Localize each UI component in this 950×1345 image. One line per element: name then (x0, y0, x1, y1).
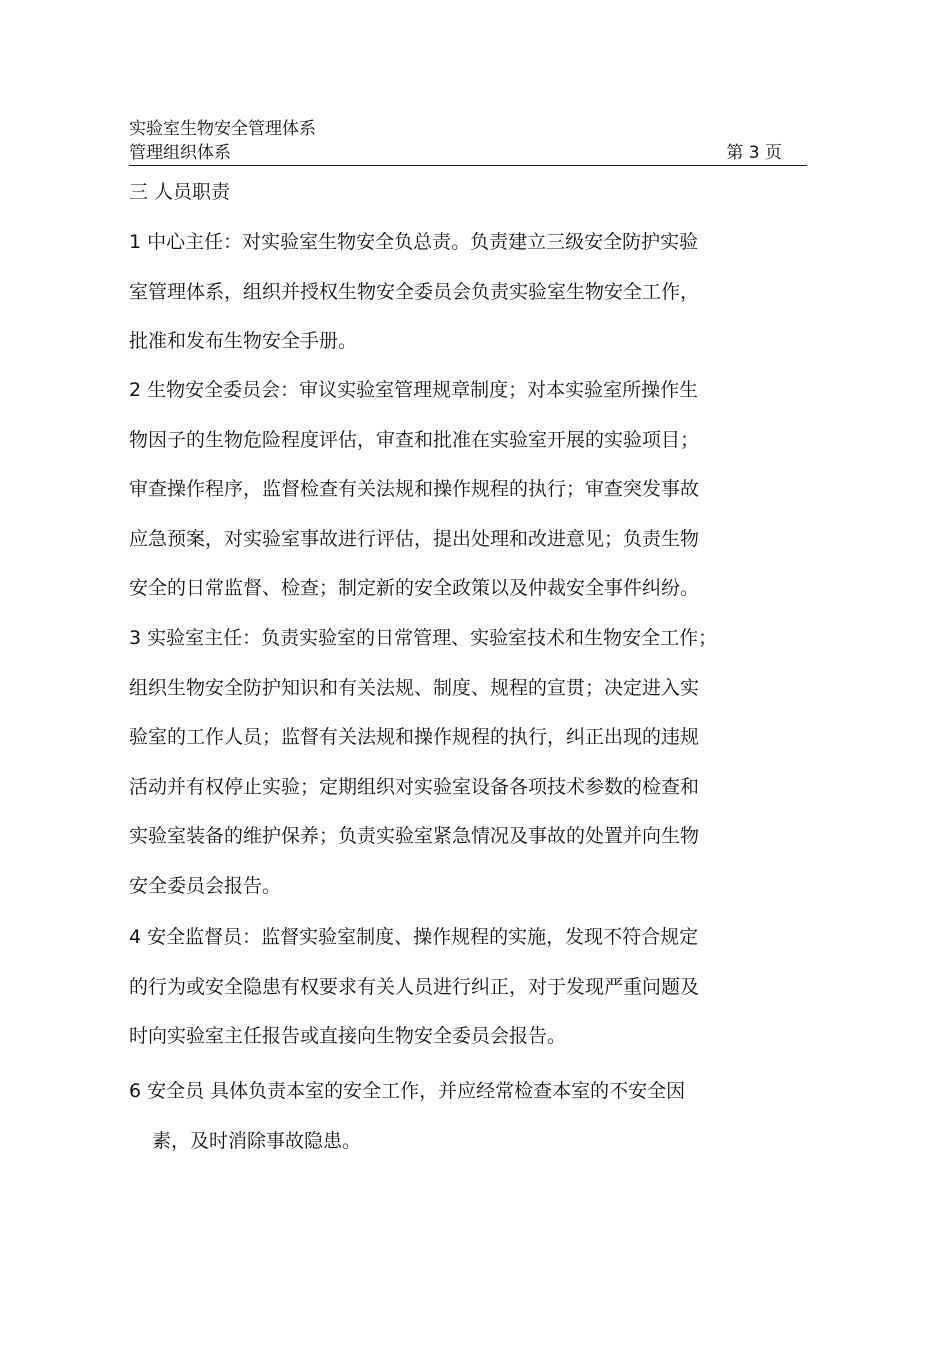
paragraph-line: 2 生物安全委员会：审议实验室管理规章制度；对本实验室所操作生 (129, 379, 699, 401)
paragraph-line: 活动并有权停止实验；定期组织对实验室设备各项技术参数的检查和 (129, 775, 700, 798)
paragraph-line: 的行为或安全隐患有权要求有关人员进行纠正，对于发现严重问题及 (129, 975, 700, 998)
paragraph-line: 3 实验室主任：负责实验室的日常管理、实验室技术和生物安全工作； (129, 627, 718, 649)
paragraph-line: 应急预案，对实验室事故进行评估，提出处理和改进意见；负责生物 (129, 527, 700, 550)
paragraph-lab-director (129, 614, 779, 911)
paragraph-line: 批准和发布生物安全手册。 (129, 330, 358, 352)
paragraph-line: 6 安全员 具体负责本室的安全工作，并应经常检查本室的不安全因 (129, 1080, 686, 1102)
paragraph-line: 验室的工作人员；监督有关法规和操作规程的执行，纠正出现的违规 (129, 726, 700, 748)
paragraph-safety-supervisor (129, 913, 779, 1062)
paragraph-line: 物因子的生物危险程度评估，审查和批准在实验室开展的实验项目； (129, 428, 700, 451)
header-divider (129, 165, 807, 166)
paragraph-biosafety-committee (129, 366, 779, 614)
paragraph-line: 时向实验室主任报告或直接向生物安全委员会报告。 (129, 1025, 567, 1047)
paragraph-line: 室管理体系，组织并授权生物安全委员会负责实验室生物安全工作， (129, 280, 700, 303)
section-heading: 三 人员职责 (129, 181, 231, 203)
paragraph-line: 实验室装备的维护保养；负责实验室紧急情况及事故的处置并向生物 (129, 825, 700, 847)
paragraph-line: 4 安全监督员：监督实验室制度、操作规程的实施，发现不符合规定 (129, 926, 699, 948)
page-number: 第 3 页 (726, 143, 782, 163)
page-header (129, 118, 807, 166)
paragraph-line: 安全委员会报告。 (129, 874, 282, 897)
paragraph-line: 安全的日常监督、检查；制定新的安全政策以及仲裁安全事件纠纷。 (129, 577, 700, 599)
paragraph-center-director (129, 218, 779, 367)
paragraph-safety-officer (129, 1067, 779, 1166)
paragraph-line: 审查操作程序，监督检查有关法规和操作规程的执行；审查突发事故 (129, 478, 700, 500)
paragraph-line: 1 中心主任：对实验室生物安全负总责。负责建立三级安全防护实验 (129, 231, 699, 253)
document-subtitle: 管理组织体系 (129, 143, 231, 163)
document-title: 实验室生物安全管理体系 (129, 119, 316, 139)
paragraph-line: 素，及时消除事故隐患。 (152, 1129, 362, 1152)
paragraph-line: 组织生物安全防护知识和有关法规、制度、规程的宣贯；决定进入实 (129, 676, 700, 699)
